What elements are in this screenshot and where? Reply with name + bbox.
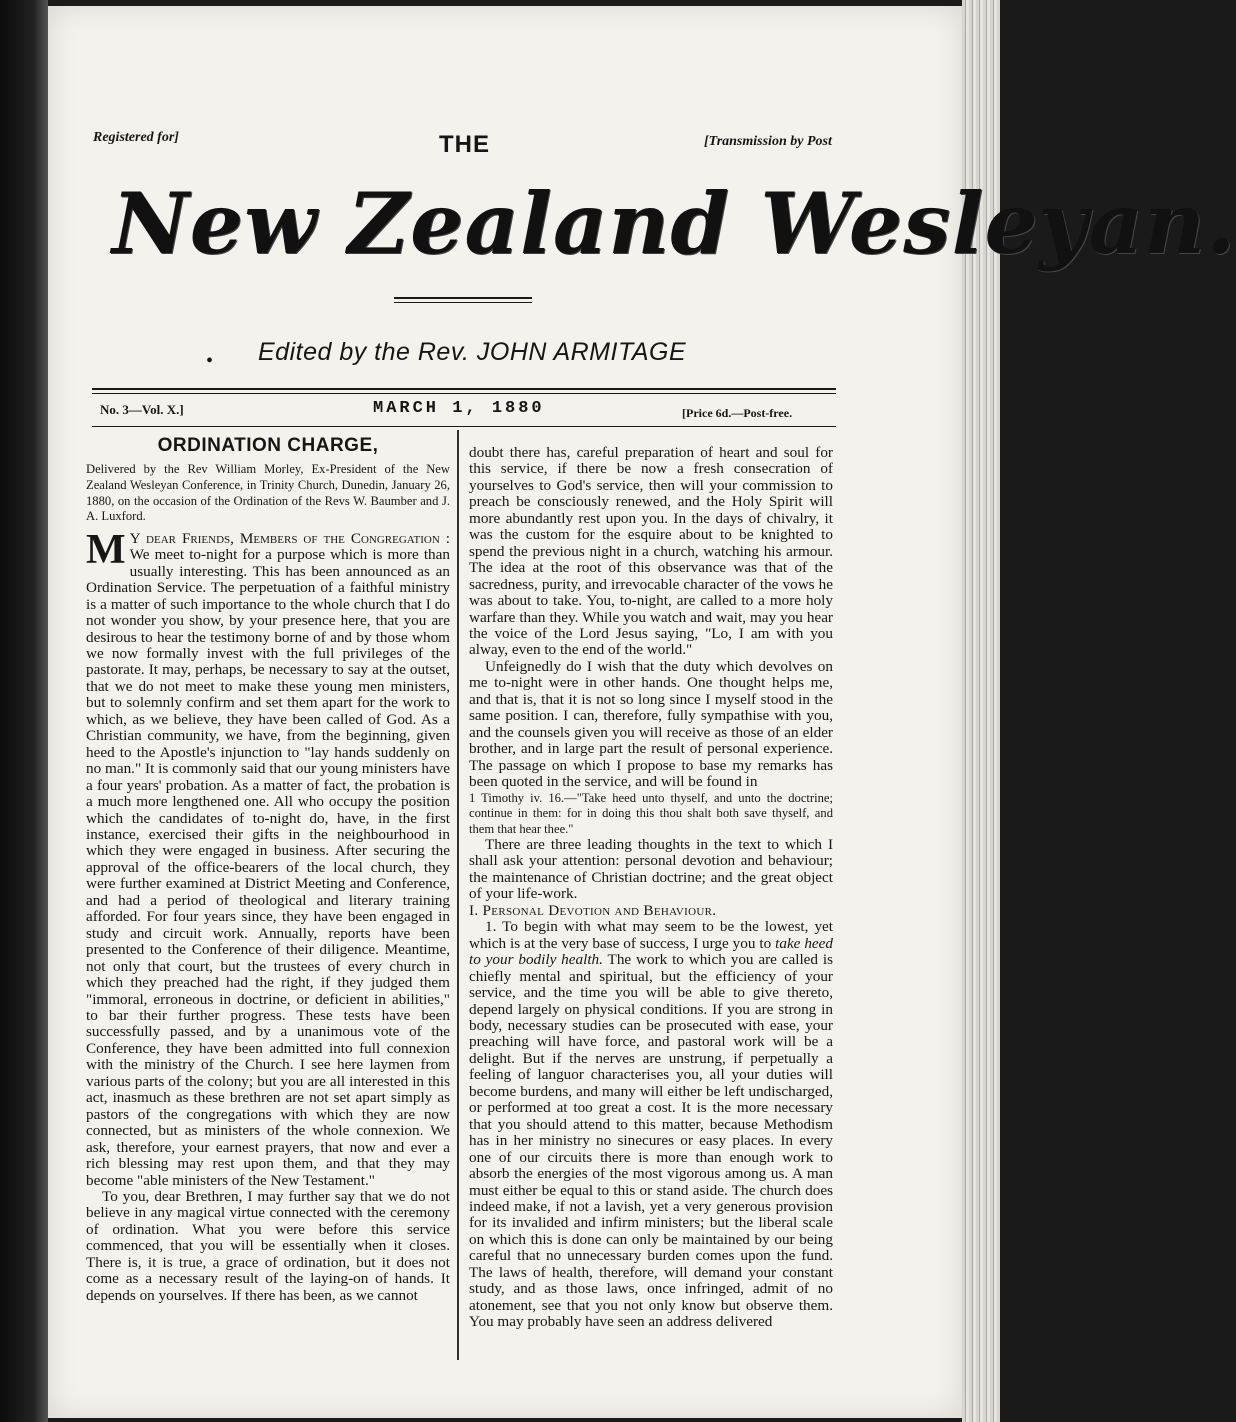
column-divider (457, 430, 459, 1360)
dateline-rule-top-thin (92, 393, 836, 394)
drop-cap: M (86, 526, 126, 573)
column-left (86, 435, 450, 1304)
editor-bullet: • (206, 350, 214, 372)
newspaper-page (48, 6, 1236, 1418)
salutation: Y dear Friends, Members of the Congregation : (129, 529, 450, 547)
masthead-rule-top (394, 297, 532, 299)
paragraph-5: There are three leading thoughts in the text to which I shall ask your attention: personal devotion and behaviour; the maintenance of Christian doctrine; and the great object of your life-work. (469, 836, 833, 903)
paragraph-2: To you, dear Brethren, I may further say that we do not believe in any magical virtue connected with the ceremony of ordination. What you were before this service commenced, that you will be essentially when it closes. There is, it is true, a grace of ordination, but it does not come as a necessary result of the laying-on of hands. It depends on yourselves. If there has been, as we cannot (86, 1187, 450, 1304)
masthead-title: New Zealand Wesleyan. (112, 174, 1236, 273)
scripture-quote: 1 Timothy iv. 16.—"Take heed unto thyself, and unto the doctrine; continue in them: for in doing this thou shalt both save thyself, and them that hear thee." (469, 790, 833, 836)
paragraph-3: doubt there has, careful preparation of heart and soul for this service, if there be now a fresh consecration of yourselves to God's service, then will your commission to preach be consciously renewed, and the Holy Spirit will more abundantly rest upon you. In the days of chivalry, it was the custom for the esquire about to be knighted to spend the previous night in a church, watching his armour. The idea at the root of this observance was that of the sacredness, purity, and irrevocable character of the vows he was about to take. You, to-night, are called to a more holy warfare than they. While you watch and wait, may you hear the voice of the Lord Jesus saying, "Lo, I am with you alway, even to the end of the world." (469, 444, 833, 659)
paragraph-6 (469, 919, 833, 1330)
delivered-by: Delivered by the Rev William Morley, Ex-President of the New Zealand Wesleyan Conference, in Trinity Church, Dunedin, January 26, 1880, on the occasion of the Ordination of the Revs W. Baumber and J. A. Luxford. (86, 462, 450, 524)
article-title: ORDINATION CHARGE, (157, 435, 379, 456)
masthead-the: THE (439, 131, 490, 158)
paragraph-6-rest: The work to which you are called is chiefly mental and spiritual, but the efficiency of your service, and the time you will be able to give thereto, depend largely on physical conditions. If you are strong in body, necessary studies can be prosecuted with ease, your preaching will have force, and pastoral work will be a delight. But if the nerves are unstrung, if perpetually a feeling of languor characterises you, all your duties will become burdens, and many will either be left undischarged, or performed at too great a cost. It is the more necessary that you should attend to this matter, because Methodism has in her ministry no sinecures or easy places. In every one of our circuits there is more than enough work to absorb the energies of the most vigorous among us. A man must either be equal to this or stand aside. The church does indeed make, if not a lavish, yet a very generous provision for its invalided and infirm ministers; but the liberal scale on which this is done can only be maintained by our being careful that no unnecessary burden comes upon the fund. The laws of health, therefore, will demand your constant study, and as those laws, once infringed, admit of no atonement, see that you not only know but observe them. You may probably have seen an address delivered (469, 951, 834, 1331)
paragraph-4: Unfeignedly do I wish that the duty which devolves on me to-night were in other hands. One thought helps me, and that is, that it is not so long since I myself stood in the same position. I can, therefore, fully sympathise with you, and the counsels given you will receive as those of an elder brother, and in large part the result of personal experience. The passage on which I propose to base my remarks has been quoted in the service, and will be found in (469, 657, 833, 791)
registered-note: Registered for] (93, 130, 179, 145)
masthead-rule-bottom (394, 302, 532, 303)
paragraph-6-start: 1. To begin with what may seem to be the lowest, yet which is at the very base of success, I urge you to (469, 918, 833, 952)
column-right (469, 445, 833, 1331)
dateline-rule-bottom (92, 426, 836, 427)
section-heading: I. Personal Devotion and Behaviour. (469, 901, 717, 919)
salutation-paragraph (86, 526, 450, 1189)
paragraph-1: We meet to-night for a purpose which is more than usually interesting. This has been announced as an Ordination Service. The perpetuation of a faithful ministry is a matter of such importance to the whole church that I do not wonder you show, by your presence here, that you are desirous to hear the testimony borne of and by those whom we now formally invest with the full privileges of the pastorate. It may, perhaps, be necessary to say at the outset, that we do not meet to make these young men ministers, but to solemnly confirm and set them apart for the work to which, as we believe, they have been called of God. As a Christian community, we have, from the beginning, given heed to the Apostle's injunction to "lay hands suddenly on no man." It is commonly said that our young ministers have a four years' probation. As a matter of fact, the probation is a much more lengthened one. All who occupy the position which the candidates of to-night do, have, in the first instance, exercised their gifts in the neighbourhood in which they were engaged in business. After securing the approval of the office-bearers of the local church, they were further examined at District Meeting and Conference, and had a period of theological and literary training afforded. For four years since, they have been engaged in study and circuit work. Annually, reports have been presented to the Conference of their diligence. Meantime, not only that court, but the trustees of every church in which they preached had the right, if they judged them "immoral, erroneous in doctrine, or deficient in abilities," to bar their further progress. These tests have been successfully passed, and by a unanimous vote of the Conference, they have been admitted into full connexion with the ministry of the Church. I see here laymen from various parts of the colony; but you are all interested in this act, inasmuch as these brethren are not set apart simply as pastors of the congregations with which they are now connected, but as ministers of the whole connexion. We ask, therefore, your earnest prayers, that now and ever a rich blessing may rest upon them, and that they may become "able ministers of the New Testament." (86, 546, 450, 1189)
paragraph-6-emphasis: take heed to your bodily health. (469, 934, 834, 969)
binding-gutter (0, 0, 48, 1422)
price: [Price 6d.—Post-free. (682, 406, 793, 420)
issue-date: MARCH 1, 1880 (373, 399, 545, 418)
editor-line: Edited by the Rev. JOHN ARMITAGE (258, 338, 687, 366)
issue-number: No. 3—Vol. X.] (100, 402, 184, 417)
transmission-note: [Transmission by Post (704, 134, 832, 149)
dateline-rule-top (92, 388, 836, 390)
